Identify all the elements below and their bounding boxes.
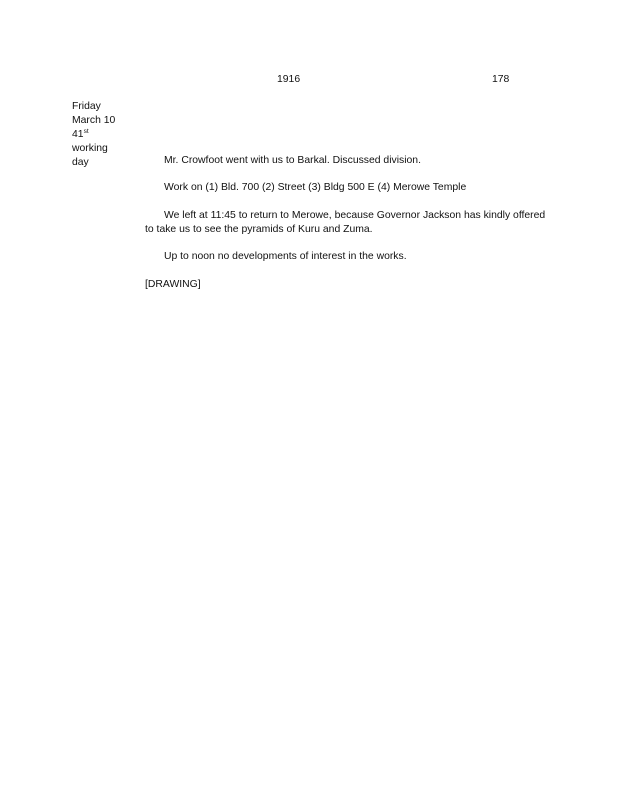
drawing-placeholder: [DRAWING]: [145, 279, 201, 290]
margin-day: day: [72, 157, 89, 168]
paragraph-up-to-noon: Up to noon no developments of interest in the works.: [164, 251, 407, 262]
paragraph-work-on: Work on (1) Bld. 700 (2) Street (3) Bldg 500 E (4) Merowe Temple: [164, 182, 467, 193]
paragraph-crowfoot: Mr. Crowfoot went with us to Barkal. Discussed division.: [164, 155, 421, 166]
margin-count-suffix: st: [83, 128, 89, 135]
paragraph-left-merowe: We left at 11:45 to return to Merowe, because Governor Jackson has kindly offered to take us to see the pyramids of Kuru and Zuma.: [145, 210, 546, 235]
margin-count-number: 41: [72, 129, 84, 140]
page-number: 178: [492, 74, 510, 85]
margin-working: working: [72, 143, 108, 154]
margin-notes: [72, 100, 115, 170]
margin-day-name: Friday: [72, 101, 101, 112]
year-heading: 1916: [277, 74, 301, 85]
margin-date: March 10: [72, 115, 116, 126]
margin-working-day-count: [72, 128, 115, 142]
